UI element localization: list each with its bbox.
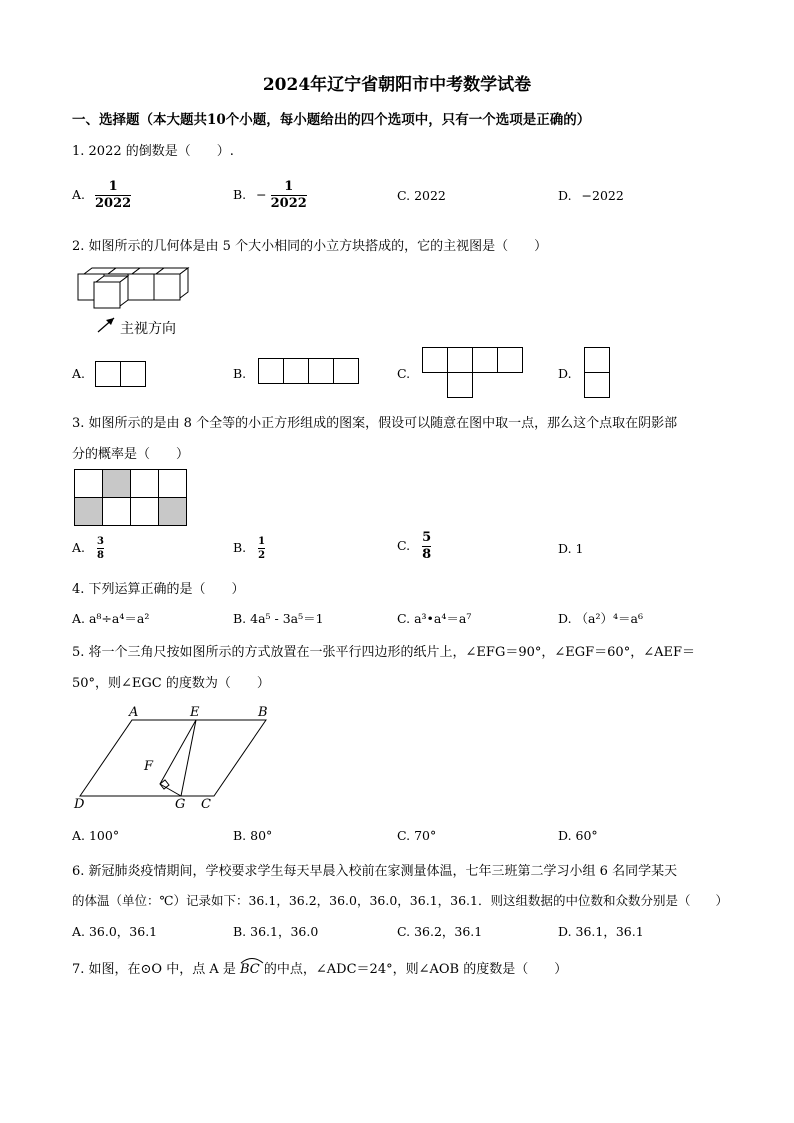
q2-option-d-label: D. — [558, 366, 572, 381]
q1-d-value: −2022 — [581, 188, 624, 203]
q2-direction-label: 主视方向 — [120, 321, 176, 337]
q5-option-d: D. 60° — [558, 828, 598, 843]
q1-b-sign: − — [256, 187, 267, 202]
q6-option-b: B. 36.1，36.0 — [233, 924, 319, 939]
q3-stem-line2: 分的概率是（ ） — [72, 447, 190, 462]
q5-label-e: E — [190, 705, 200, 720]
q4-option-a: A. a⁸÷a⁴＝a² — [72, 611, 150, 626]
q6-option-a: A. 36.0，36.1 — [72, 924, 158, 939]
q7-stem — [72, 958, 567, 977]
q4-option-b: B. 4a⁵ - 3a⁵＝1 — [233, 611, 324, 626]
q1-d-label: D. — [558, 188, 572, 203]
q3-grid-cell — [130, 497, 159, 526]
q7-arc — [240, 958, 260, 977]
q1-b-fraction — [271, 180, 307, 211]
q5-label-g: G — [175, 797, 186, 812]
q4-option-d: D. （a²）⁴＝a⁶ — [558, 611, 643, 626]
q1-b-den: 2022 — [270, 196, 307, 211]
q1-a-fraction — [95, 180, 131, 211]
q5-option-a: A. 100° — [72, 828, 120, 843]
q1-a-num: 1 — [108, 179, 118, 194]
q3-c-num: 5 — [422, 530, 432, 545]
q1-option-c: C. 2022 — [397, 188, 446, 203]
q2-stem: 2. 如图所示的几何体是由 5 个大小相同的小立方块搭成的，它的主视图是（ ） — [72, 239, 548, 254]
q1-b-num: 1 — [284, 179, 294, 194]
q3-c-den: 8 — [422, 547, 432, 562]
q3-c-label: C. — [397, 538, 411, 553]
q4-stem: 4. 下列运算正确的是（ ） — [72, 582, 245, 597]
q4-option-c: C. a³•a⁴＝a⁷ — [397, 611, 472, 626]
q5-parallelogram-figure — [70, 700, 285, 815]
q5-label-a: A — [129, 705, 139, 720]
q5-option-c: C. 70° — [397, 828, 437, 843]
q3-grid-cell — [74, 469, 103, 498]
q5-stem-line2: 50°，则∠EGC 的度数为（ ） — [72, 676, 270, 691]
q3-option-b — [233, 536, 265, 561]
q3-grid-figure — [74, 469, 186, 525]
q3-c-fraction — [422, 531, 431, 562]
q6-option-c: C. 36.2，36.1 — [397, 924, 483, 939]
q2-option-c-label: C. — [397, 366, 411, 381]
q7-stem-post: 的中点，∠ADC＝24°，则∠AOB 的度数是（ ） — [263, 962, 568, 977]
q3-a-fraction — [97, 536, 104, 561]
q3-b-den: 2 — [258, 550, 266, 561]
q2-option-b-label: B. — [233, 366, 247, 381]
q1-option-b — [233, 180, 307, 211]
q5-label-b: B — [258, 705, 268, 720]
q3-option-c — [397, 531, 431, 562]
q2-option-a-label: A. — [72, 366, 86, 381]
q3-stem-line1: 3. 如图所示的是由 8 个全等的小正方形组成的图案，假设可以随意在图中取一点，那么这个点取在阴影部 — [72, 416, 678, 431]
q3-grid-cell — [102, 497, 131, 526]
q1-b-label: B. — [233, 187, 247, 202]
q3-option-d: D. 1 — [558, 541, 584, 556]
q6-option-d: D. 36.1，36.1 — [558, 924, 644, 939]
section-heading: 一、选择题（本大题共10个小题，每小题给出的四个选项中，只有一个选项是正确的） — [72, 112, 591, 128]
q6-stem-line2: 的体温（单位：℃）记录如下：36.1，36.2，36.0，36.0，36.1，36.1．则这组数据的中位数和众数分别是（ ） — [72, 893, 728, 908]
page-title: 2024年辽宁省朝阳市中考数学试卷 — [262, 75, 532, 95]
q5-label-d: D — [74, 797, 85, 812]
q7-arc-label: BC — [240, 962, 260, 977]
q1-a-label: A. — [72, 187, 86, 202]
q3-grid-cell — [130, 469, 159, 498]
q3-b-num: 1 — [258, 536, 266, 547]
q6-stem-line1: 6. 新冠肺炎疫情期间，学校要求学生每天早晨入校前在家测量体温，七年三班第二学习小组 6 名同学某天 — [72, 864, 678, 879]
q3-a-num: 3 — [97, 536, 104, 547]
q3-b-label: B. — [233, 540, 247, 555]
q5-option-b: B. 80° — [233, 828, 273, 843]
q3-grid-cell-shaded — [74, 497, 103, 526]
arc-icon — [240, 956, 264, 964]
q7-stem-pre: 7. 如图，在⊙O 中，点 A 是 — [72, 962, 236, 977]
q3-grid-cell — [158, 469, 187, 498]
q3-a-label: A. — [72, 540, 86, 555]
q5-label-f: F — [144, 759, 154, 774]
q3-a-den: 8 — [97, 550, 104, 561]
q3-grid-cell-shaded — [158, 497, 187, 526]
q5-label-c: C — [201, 797, 211, 812]
q1-option-d — [558, 188, 624, 203]
q1-stem: 1. 2022 的倒数是（ ）. — [72, 144, 234, 159]
q5-stem-line1: 5. 将一个三角尺按如图所示的方式放置在一张平行四边形的纸片上，∠EFG＝90°，∠EGF＝60°，∠AEF＝ — [72, 645, 695, 660]
q3-b-fraction — [258, 536, 265, 561]
q3-grid-cell-shaded — [102, 469, 131, 498]
q1-option-a — [72, 180, 131, 211]
q1-a-den: 2022 — [95, 196, 132, 211]
q3-option-a — [72, 536, 104, 561]
